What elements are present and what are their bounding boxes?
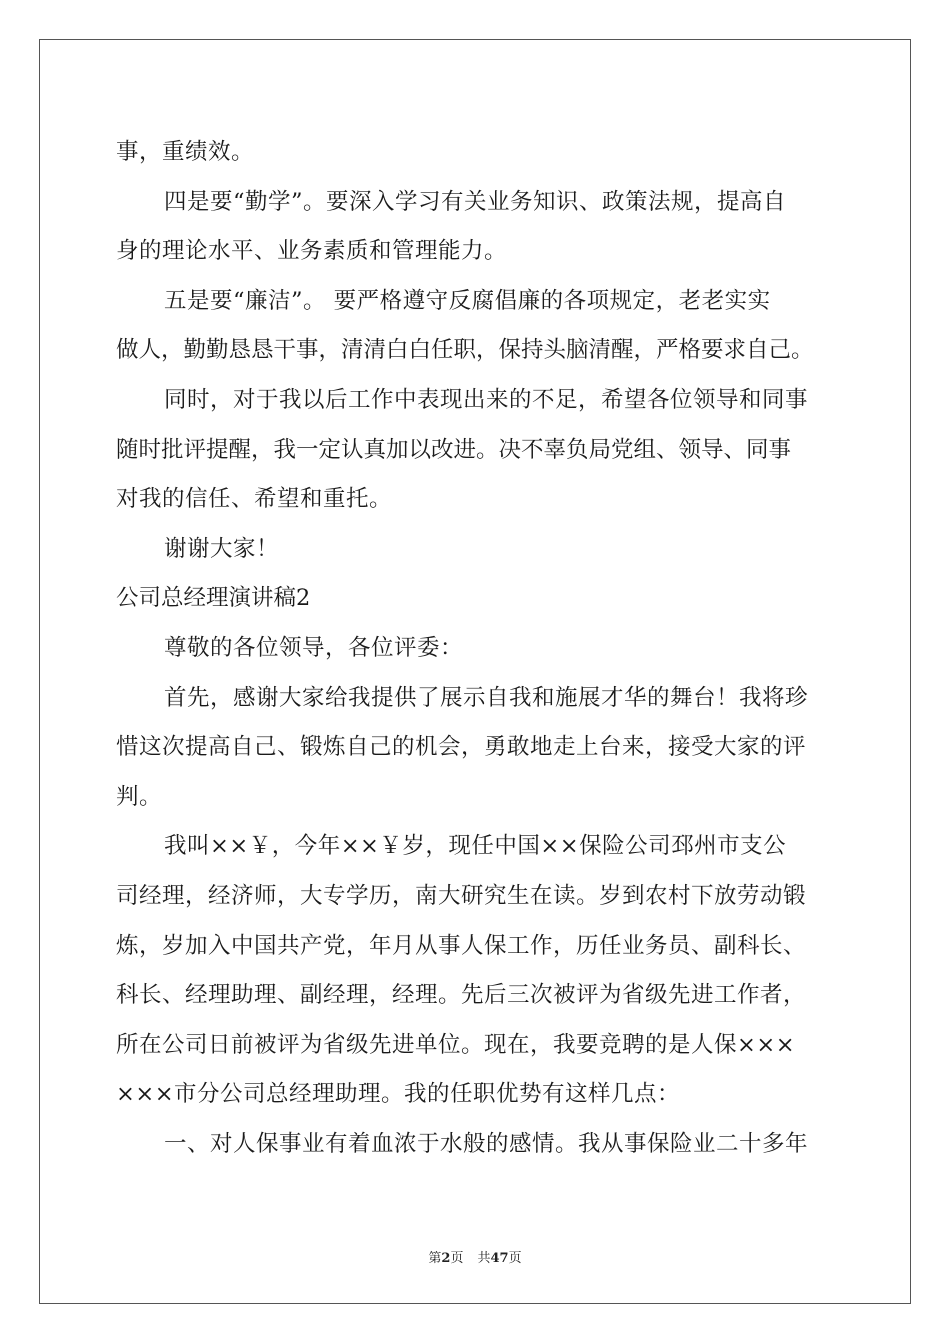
paragraph-line: 同时，对于我以后工作中表现出来的不足，希望各位领导和同事 xyxy=(164,386,809,413)
page-footer xyxy=(0,1247,950,1266)
text-line: 判。 xyxy=(116,783,163,810)
text-line: 对我的信任、希望和重托。 xyxy=(116,486,393,513)
paragraph-line: 四是要“勤学”。要深入学习有关业务知识、政策法规，提高自 xyxy=(164,188,787,215)
document-body xyxy=(116,128,836,1169)
text-line: 随时批评提醒，我一定认真加以改进。决不辜负局党组、领导、同事 xyxy=(116,436,792,463)
text-line: 科长、经理助理、副经理，经理。先后三次被评为省级先进工作者， xyxy=(116,982,807,1009)
text-line: 司经理，经济师，大专学历，南大研究生在读。岁到农村下放劳动锻 xyxy=(116,882,807,909)
total-prefix: 共 xyxy=(477,1251,491,1266)
text-line: 事，重绩效。 xyxy=(116,139,255,165)
total-pages: 47 xyxy=(490,1251,509,1266)
paragraph-line: 一、对人保事业有着血浓于水般的感情。我从事保险业二十多年 xyxy=(164,1130,809,1157)
text-line: 所在公司日前被评为省级先进单位。现在，我要竞聘的是人保××× xyxy=(116,1031,796,1058)
section-heading: 公司总经理演讲稿2 xyxy=(116,585,311,612)
text-line: 身的理论水平、业务素质和管理能力。 xyxy=(116,238,508,265)
paragraph-line: 我叫××￥，今年××￥岁，现任中国××保险公司邳州市支公 xyxy=(164,833,787,860)
paragraph-line: 首先，感谢大家给我提供了展示自我和施展才华的舞台！我将珍 xyxy=(164,684,809,711)
paragraph-line: 尊敬的各位领导，各位评委： xyxy=(164,634,464,661)
text-line: 惜这次提高自己、锻炼自己的机会，勇敢地走上台来，接受大家的评 xyxy=(116,734,807,761)
paragraph-line: 谢谢大家！ xyxy=(164,535,280,562)
text-line: ×××市分公司总经理助理。我的任职优势有这样几点： xyxy=(116,1081,681,1108)
page-suffix: 页 xyxy=(450,1251,464,1266)
text-line: 炼，岁加入中国共产党，年月从事人保工作，历任业务员、副科长、 xyxy=(116,932,807,959)
page-prefix: 第 xyxy=(428,1251,442,1266)
total-suffix: 页 xyxy=(508,1251,522,1266)
text-line: 做人，勤勤恳恳干事，清清白白任职，保持头脑清醒，严格要求自己。 xyxy=(116,337,814,364)
page-number: 2 xyxy=(441,1251,451,1266)
paragraph-line: 五是要“廉洁”。 要严格遵守反腐倡廉的各项规定，老老实实 xyxy=(164,287,771,314)
